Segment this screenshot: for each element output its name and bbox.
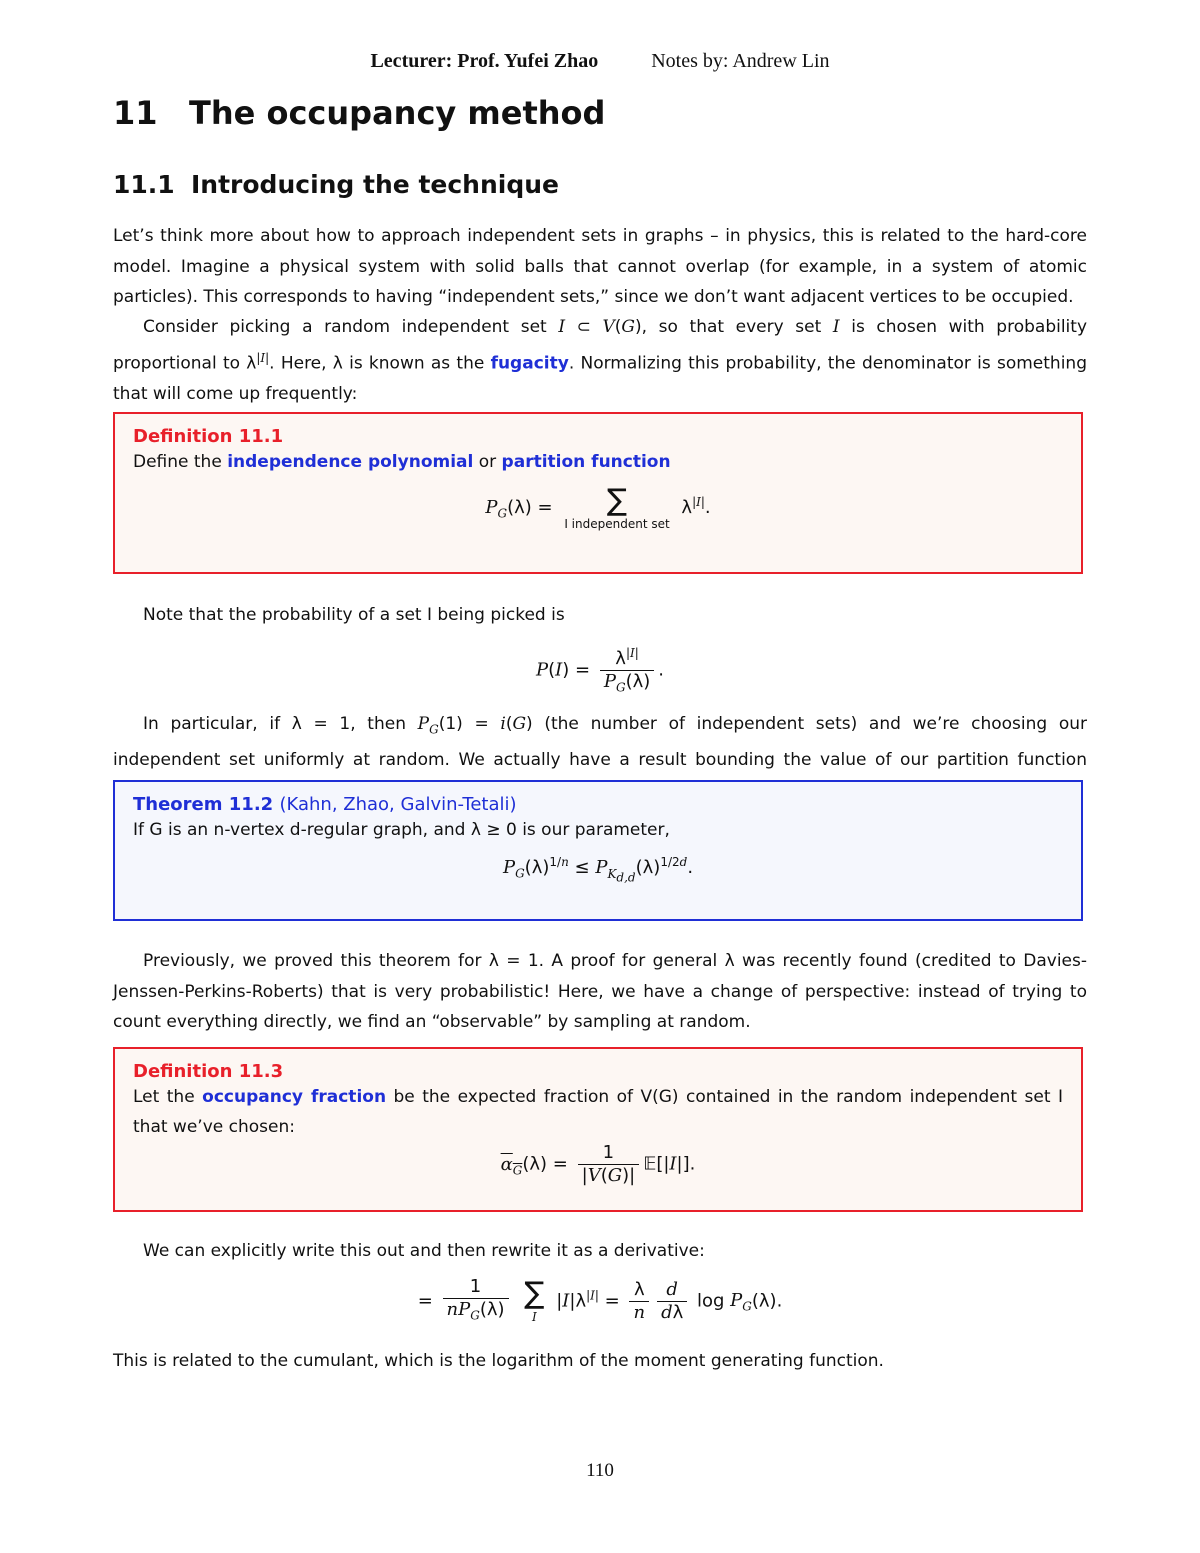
subsection-title: Introducing the technique [191, 170, 559, 199]
running-header [0, 50, 1200, 73]
theorem-title: Theorem 11.2 (Kahn, Zhao, Galvin-Tetali) [133, 794, 517, 815]
term-fugacity: fugacity [490, 353, 569, 374]
subsection-heading [113, 170, 559, 199]
equation-theorem: $P_G(\lambda)^{1/n} \le P_{K_{d,d}}(\lambda)^{1/2d}$. [502, 855, 694, 884]
definition-body: Define the independence polynomial or partition function [133, 452, 671, 472]
equation-partition-function: $P_G(\lambda)$ = ∑ I independent set $\lambda^{|I|}$. [485, 483, 711, 531]
theorem-body: If G is an n-vertex d-regular graph, and λ ≥ 0 is our parameter, [133, 820, 670, 840]
section-heading [113, 94, 605, 132]
subsection-number: 11.1 [113, 170, 175, 199]
theorem-attribution: (Kahn, Zhao, Galvin-Tetali) [279, 794, 517, 815]
definition-box-11-1 [113, 412, 1083, 574]
equation-probability: P(I) = $\frac{\lambda^{|I|}}{P_G(\lambda)}$ . [113, 642, 1087, 699]
definition-title: Definition 11.1 [133, 426, 284, 447]
definition-box-11-3 [113, 1047, 1083, 1212]
definition-body: Let the occupancy fraction be the expected fraction of V(G) contained in the random independent set I that we’ve chosen: [133, 1087, 1063, 1137]
paragraph-previously: Previously, we proved this theorem for λ = 1. A proof for general λ was recently found (credited to Davies-Jenssen-Perkins-Roberts) that is very probabilistic! Here, we have a change of perspective: instead of trying to count everything directly, we find an “observable” by sampling at random. [113, 951, 1087, 1032]
page-number: 110 [586, 1460, 614, 1481]
section-number: 11 [113, 94, 158, 132]
term-occupancy-fraction: occupancy fraction [202, 1087, 387, 1107]
paragraph-probability: Note that the probability of a set I being picked is [143, 605, 565, 625]
paragraph-random-set: Consider picking a random independent set I ⊂ V(G), so that every set I is chosen with probability proportional to $\lambda^{|I|}$. Here, λ is known as the fugacity. Normalizing this probability, the denominator is something that will come up frequently: [113, 317, 1088, 404]
paragraph-derivative: We can explicitly write this out and then rewrite it as a derivative: [143, 1241, 705, 1261]
section-title: The occupancy method [189, 94, 606, 132]
paragraph-cumulant: This is related to the cumulant, which is the logarithm of the moment generating function. [113, 1351, 884, 1371]
term-partition-function: partition function [501, 452, 671, 472]
definition-title: Definition 11.3 [133, 1061, 284, 1082]
theorem-box-11-2 [113, 780, 1083, 921]
lecturer-label: Lecturer: Prof. Yufei Zhao [370, 50, 599, 72]
equation-occupancy: $\alpha_G(\lambda)$ = $\frac{1}{|V(G)|}$ 𝔼[|I|]. [500, 1142, 696, 1186]
notes-by-label: Notes by: Andrew Lin [651, 50, 830, 72]
paragraph-uniform: In particular, if λ = 1, then $P_G(1) = i(G)$ (the number of independent sets) and we’re choosing our independent set uniformly at random. We actually have a result bounding the value of our partition function [113, 714, 1087, 770]
term-independence-polynomial: independence polynomial [227, 452, 474, 472]
paragraph-intro: Let’s think more about how to approach independent sets in graphs – in physics, this is related to the hard-core model. Imagine a physical system with solid balls that cannot overlap (for example, in a system of atomic particles). This corresponds to having “independent sets,” since we don’t want adjacent vertices to be occupied. [113, 226, 1087, 307]
equation-derivative: = $\frac{1}{nP_G(\lambda)}$ ∑ I $|I|\lambda^{|I|}$ = $\frac{\lambda}{n}$ $\frac{d}{d\lambda}$ $\log P_G(\lambda)$. [417, 1276, 783, 1325]
